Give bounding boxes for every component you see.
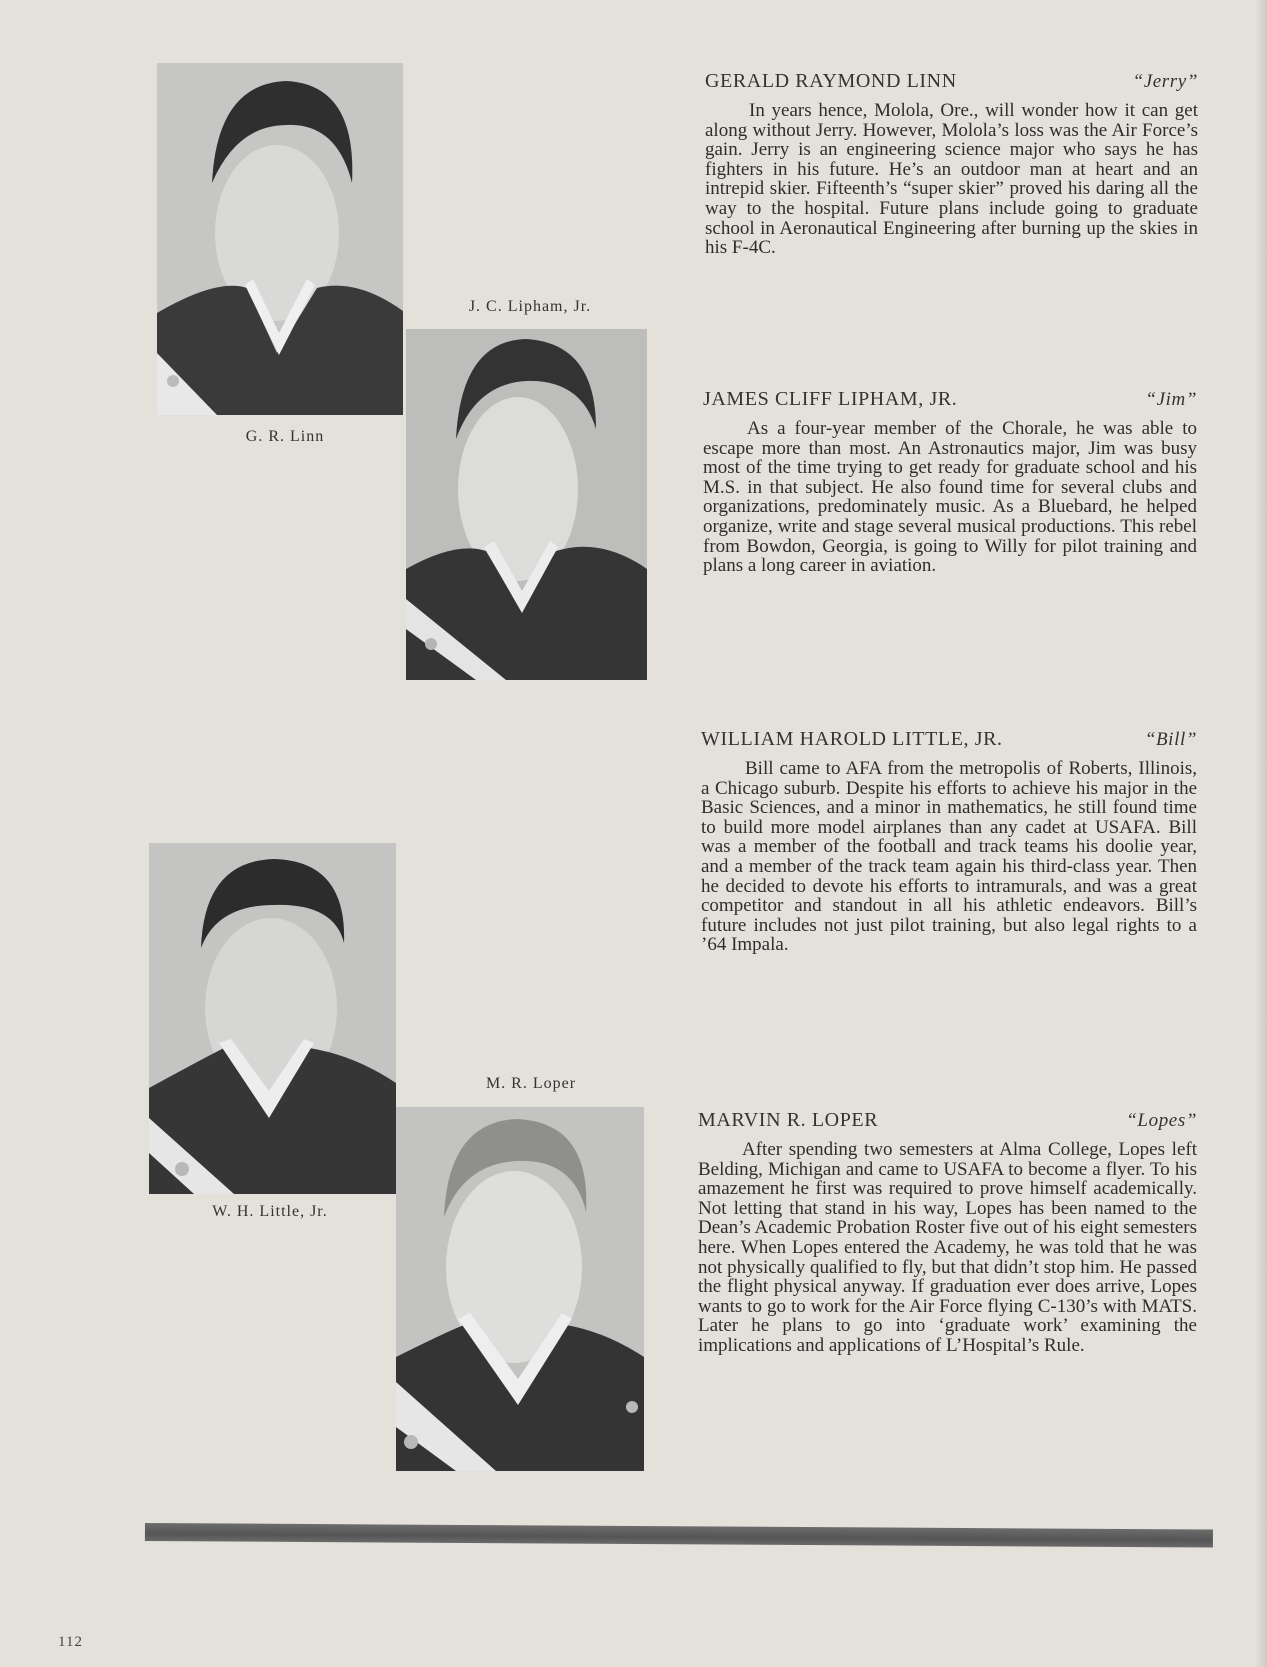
- portrait-photo-little: [149, 843, 396, 1194]
- entry-name: WILLIAM HAROLD LITTLE, JR.: [701, 728, 1003, 750]
- entry-name: MARVIN R. LOPER: [698, 1109, 879, 1131]
- bio-entry-lipham: [703, 388, 1197, 576]
- entry-biography: Bill came to AFA from the metropolis of Roberts, Illinois, a Chicago suburb. Despite his efforts to achieve his major in the Basic Sciences, and a minor in mathematics, he still found time to build more model airplanes than any cadet at USAFA. Bill was a member of the football and track teams his doolie year, and a member of the track team again his third-class year. Then he decided to devote his efforts to intramurals, and was a great competitor and standout in all his athletic endeavors. Bill’s future includes not just pilot training, but also legal rights to a ’64 Impala.: [701, 758, 1197, 956]
- caption-linn: G. R. Linn: [245, 428, 325, 445]
- page-number: 112: [58, 1634, 83, 1650]
- entry-name: GERALD RAYMOND LINN: [705, 70, 957, 92]
- horizontal-rule: [145, 1523, 1213, 1548]
- entry-nickname: “Lopes”: [1126, 1110, 1197, 1131]
- page-edge-shadow: [1255, 0, 1267, 1667]
- entry-biography: As a four-year member of the Chorale, he was able to escape more than most. An Astronautics major, Jim was busy most of the time trying to get ready for graduate school and his M.S. in that subject. He also found time for several clubs and organizations, predominately music. As a Bluebard, he helped organize, write and stage several musical productions. This rebel from Bowdon, Georgia, is going to Willy for pilot training and plans a long career in aviation.: [703, 418, 1197, 577]
- portrait-photo-loper: [396, 1107, 644, 1471]
- entry-nickname: “Jerry”: [1132, 71, 1198, 92]
- caption-little: W. H. Little, Jr.: [212, 1203, 328, 1220]
- entry-biography: After spending two semesters at Alma College, Lopes left Belding, Michigan and came to USAFA to become a flyer. To his amazement he first was required to prove himself academically. Not letting that stand in his way, Lopes has been named to the Dean’s Academic Probation Roster five out of his eight semesters here. When Lopes entered the Academy, he was told that he was not physically qualified to fly, but that didn’t stop him. He passed the flight physical anyway. If graduation ever does arrive, Lopes wants to go to work for the Air Force flying C-130’s with MATS. Later he plans to go into ‘graduate work’ examining the implications and applications of L’Hospital’s Rule.: [698, 1139, 1197, 1356]
- portrait-photo-linn: [157, 63, 403, 415]
- portrait-photo-lipham: [406, 329, 647, 680]
- bio-entry-loper: [698, 1109, 1197, 1356]
- entry-biography: In years hence, Molola, Ore., will wonder how it can get along without Jerry. However, Molola’s loss was the Air Force’s gain. Jerry is an engineering science major who says he has fighters in his future. He’s an outdoor man at heart and an intrepid skier. Fifteenth’s “super skier” proved his daring all the way to the hospital. Future plans include going to graduate school in Aeronautical Engineering after burning up the skies in his F-4C.: [705, 100, 1198, 259]
- entry-nickname: “Jim”: [1145, 389, 1197, 410]
- caption-lipham: J. C. Lipham, Jr.: [468, 298, 592, 315]
- entry-name: JAMES CLIFF LIPHAM, JR.: [703, 388, 958, 410]
- bio-entry-linn: [705, 70, 1198, 258]
- bio-entry-little: [701, 728, 1197, 955]
- entry-nickname: “Bill”: [1144, 729, 1197, 750]
- caption-loper: M. R. Loper: [485, 1075, 577, 1092]
